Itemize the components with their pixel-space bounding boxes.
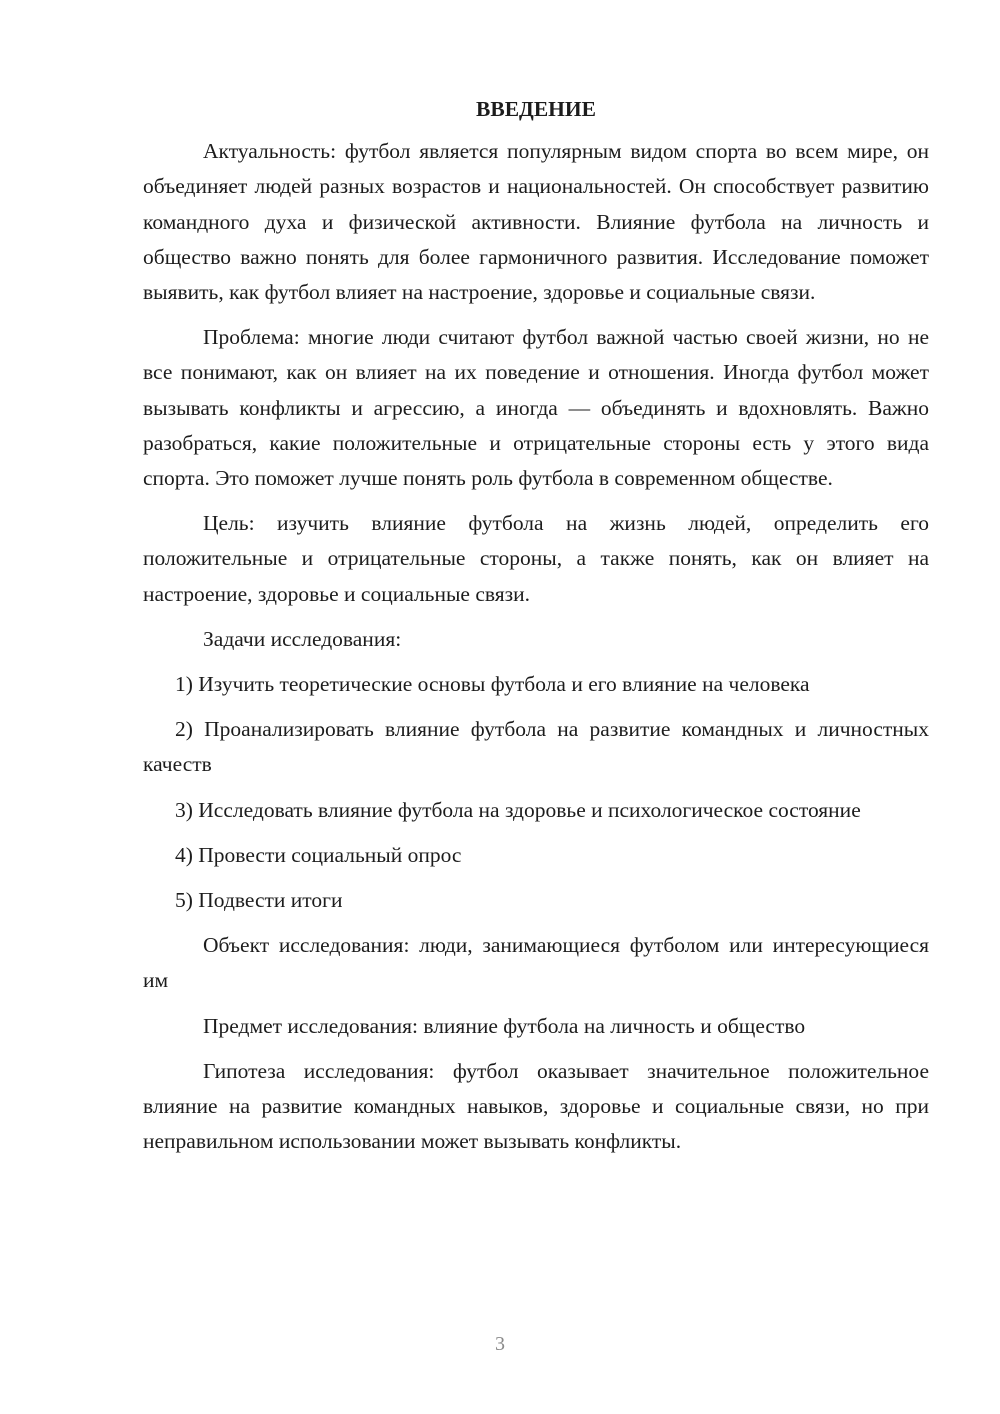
paragraph-problem: Проблема: многие люди считают футбол важной частью своей жизни, но не все понимают, как он влияет на их поведение и отношения. Иногда футбол может вызывать конфликты и агрессию, а иногда — объединять и вдохновлять. Важно разобраться, какие положительные и отрицательные стороны есть у этого вида спорта. Это поможет лучше понять роль футбола в современном обществе. [143, 325, 929, 491]
page-content [143, 92, 929, 1159]
task-item-1: 1) Изучить теоретические основы футбола и его влияние на человека [175, 672, 810, 697]
task-item-5: 5) Подвести итоги [175, 888, 343, 913]
paragraph-hypothesis: Гипотеза исследования: футбол оказывает значительное положительное влияние на развитие командных навыков, здоровье и социальные связи, но при неправильном использовании может вызывать конфликты. [143, 1058, 929, 1154]
paragraph-object: Объект исследования: люди, занимающиеся футболом или интересующиеся им [143, 933, 929, 993]
paragraph-subject: Предмет исследования: влияние футбола на личность и общество [203, 1013, 806, 1038]
paragraph-relevance: Актуальность: футбол является популярным видом спорта во всем мире, он объединяет людей разных возрастов и национальностей. Он способствует развитию командного духа и физической активности. Влияние футбола на личность и общество важно понять для более гармоничного развития. Исследование поможет выявить, как футбол влияет на настроение, здоровье и социальные связи. [143, 139, 929, 305]
paragraph-goal: Цель: изучить влияние футбола на жизнь людей, определить его положительные и отрицательные стороны, а также понять, как он влияет на настроение, здоровье и социальные связи. [143, 511, 929, 606]
section-title: ВВЕДЕНИЕ [476, 97, 596, 121]
task-item-4: 4) Провести социальный опрос [175, 842, 462, 867]
tasks-heading: Задачи исследования: [203, 626, 402, 651]
page-number: 3 [495, 1333, 505, 1355]
task-item-2: 2) Проанализировать влияние футбола на развитие командных и личностных качеств [143, 717, 929, 777]
task-item-3: 3) Исследовать влияние футбола на здоровье и психологическое состояние [175, 797, 861, 822]
